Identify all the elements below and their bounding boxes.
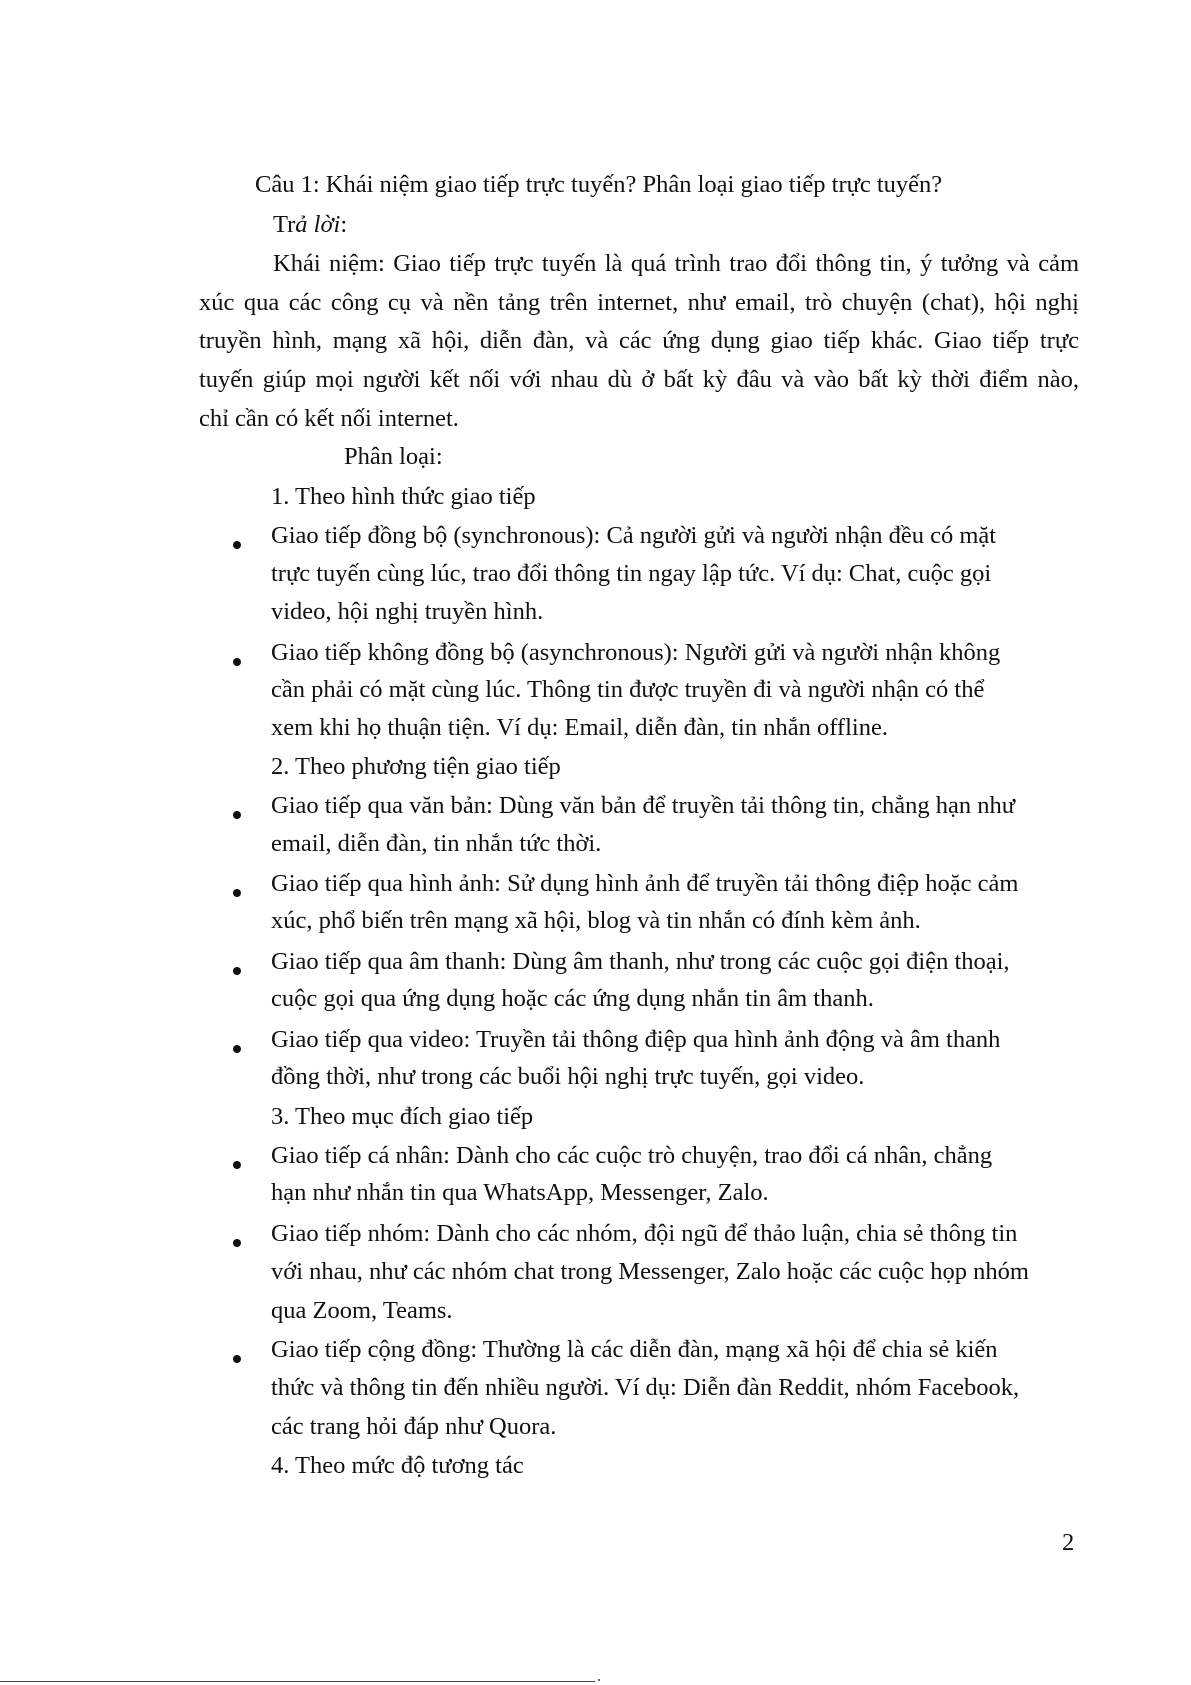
list-item-2-3-line-1: Giao tiếp qua âm thanh: Dùng âm thanh, như trong các cuộc gọi điện thoại, [271, 948, 1010, 975]
footer-mark [598, 1679, 600, 1681]
answer-label-italic: ả lời [295, 211, 341, 238]
bullet-icon [233, 658, 241, 666]
list-item-3-1-line-2: hạn như nhắn tin qua WhatsApp, Messenger, Zalo. [271, 1179, 769, 1206]
bullet-icon [233, 541, 241, 549]
concept-line-5: chỉ cần có kết nối internet. [199, 405, 459, 432]
section-2-heading: 2. Theo phương tiện giao tiếp [271, 753, 561, 780]
list-item-1-1-line-1: Giao tiếp đồng bộ (synchronous): Cả người gửi và người nhận đều có mặt [271, 522, 997, 549]
list-item-3-3-line-3: các trang hỏi đáp như Quora. [271, 1413, 557, 1440]
bullet-icon [233, 811, 241, 819]
bullet-icon [233, 1239, 241, 1247]
list-item-1-2-line-1: Giao tiếp không đồng bộ (asynchronous): Người gửi và người nhận không [271, 639, 1001, 666]
bullet-icon [233, 1045, 241, 1053]
list-item-2-1-line-2: email, diễn đàn, tin nhắn tức thời. [271, 830, 602, 857]
list-item-1-1-line-2: trực tuyến cùng lúc, trao đổi thông tin ngay lập tức. Ví dụ: Chat, cuộc gọi [271, 560, 992, 587]
question-title: Câu 1: Khái niệm giao tiếp trực tuyến? Phân loại giao tiếp trực tuyến? [255, 171, 943, 198]
list-item-1-1-line-3: video, hội nghị truyền hình. [271, 598, 544, 625]
concept-line-2: xúc qua các công cụ và nền tảng trên internet, như email, trò chuyện (chat), hội nghị [199, 289, 1079, 316]
section-1-heading: 1. Theo hình thức giao tiếp [271, 483, 536, 510]
page-number: 2 [1062, 1529, 1075, 1556]
concept-line-1: Khái niệm: Giao tiếp trực tuyến là quá trình trao đổi thông tin, ý tưởng và cảm [273, 250, 1079, 277]
footer-divider [0, 1681, 595, 1682]
classification-heading: Phân loại: [344, 443, 443, 470]
list-item-3-3-line-1: Giao tiếp cộng đồng: Thường là các diễn đàn, mạng xã hội để chia sẻ kiến [271, 1336, 998, 1363]
list-item-2-2-line-1: Giao tiếp qua hình ảnh: Sử dụng hình ảnh để truyền tải thông điệp hoặc cảm [271, 870, 1019, 897]
list-item-1-2-line-2: cần phải có mặt cùng lúc. Thông tin được truyền đi và người nhận có thể [271, 676, 985, 703]
list-item-2-3-line-2: cuộc gọi qua ứng dụng hoặc các ứng dụng nhắn tin âm thanh. [271, 985, 874, 1012]
answer-label-prefix: Tr [273, 211, 296, 238]
bullet-icon [233, 1161, 241, 1169]
concept-line-3: truyền hình, mạng xã hội, diễn đàn, và các ứng dụng giao tiếp khác. Giao tiếp trực [199, 327, 1079, 354]
bullet-icon [233, 889, 241, 897]
section-4-heading: 4. Theo mức độ tương tác [271, 1452, 524, 1479]
list-item-1-2-line-3: xem khi họ thuận tiện. Ví dụ: Email, diễn đàn, tin nhắn offline. [271, 714, 888, 741]
list-item-2-1-line-1: Giao tiếp qua văn bản: Dùng văn bản để truyền tải thông tin, chẳng hạn như [271, 792, 1016, 819]
list-item-3-1-line-1: Giao tiếp cá nhân: Dành cho các cuộc trò chuyện, trao đổi cá nhân, chẳng [271, 1142, 993, 1169]
answer-label-suffix: : [340, 211, 348, 238]
list-item-3-2-line-3: qua Zoom, Teams. [271, 1297, 453, 1324]
list-item-3-2-line-2: với nhau, như các nhóm chat trong Messenger, Zalo hoặc các cuộc họp nhóm [271, 1258, 1029, 1285]
list-item-2-2-line-2: xúc, phổ biến trên mạng xã hội, blog và tin nhắn có đính kèm ảnh. [271, 907, 921, 934]
bullet-icon [233, 967, 241, 975]
answer-label [273, 210, 347, 240]
section-3-heading: 3. Theo mục đích giao tiếp [271, 1103, 534, 1130]
list-item-3-2-line-1: Giao tiếp nhóm: Dành cho các nhóm, đội ngũ để thảo luận, chia sẻ thông tin [271, 1220, 1018, 1247]
list-item-3-3-line-2: thức và thông tin đến nhiều người. Ví dụ: Diễn đàn Reddit, nhóm Facebook, [271, 1374, 1020, 1401]
list-item-2-4-line-2: đồng thời, như trong các buổi hội nghị trực tuyến, gọi video. [271, 1063, 865, 1090]
concept-line-4: tuyến giúp mọi người kết nối với nhau dù ở bất kỳ đâu và vào bất kỳ thời điểm nào, [199, 366, 1079, 393]
list-item-2-4-line-1: Giao tiếp qua video: Truyền tải thông điệp qua hình ảnh động và âm thanh [271, 1026, 1001, 1053]
bullet-icon [233, 1355, 241, 1363]
